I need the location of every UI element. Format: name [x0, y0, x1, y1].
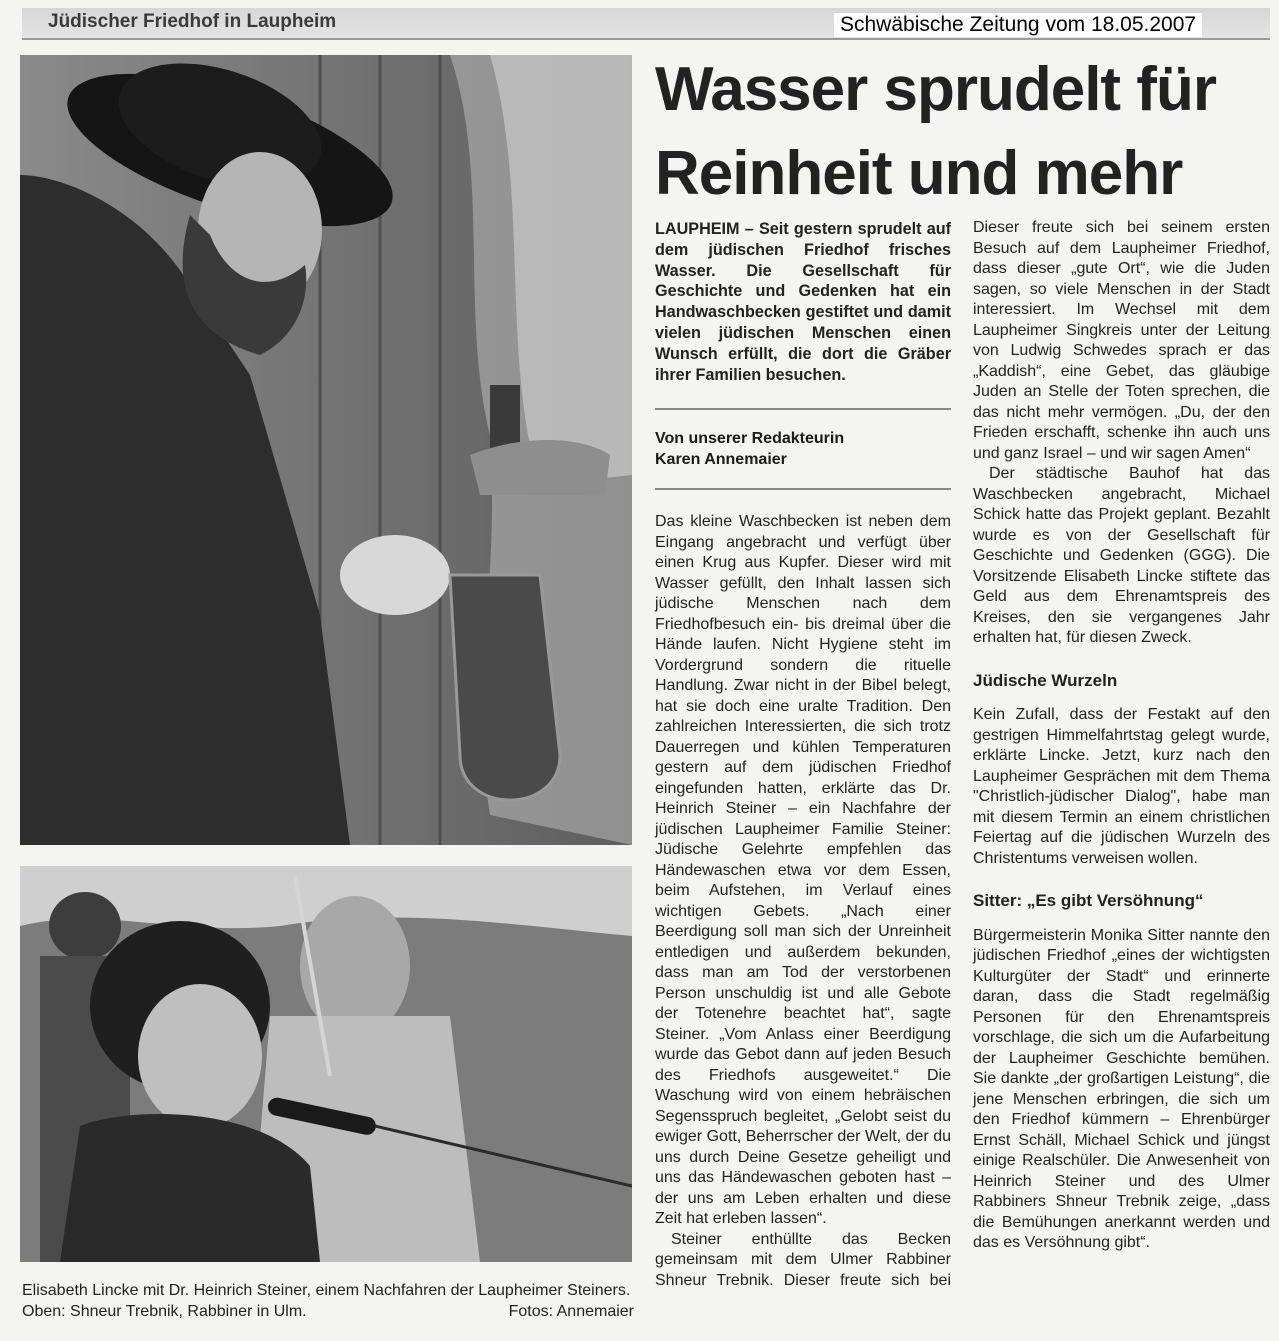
photo-rabbi-image — [20, 55, 632, 845]
headline-line1: Wasser sprudelt für — [655, 55, 1216, 124]
photo-rabbi-washbasin — [20, 55, 632, 845]
byline — [655, 428, 951, 470]
body-paragraph: Kein Zufall, dass der Festakt auf den gestrigen Himmelfahrtstag gelegt wurde, erklärte Lincke. Jetzt, kurz nach den Laupheimer Gesprächen mit dem Thema "Christlich-jüdischer Dialog", habe man mit diesem Termin an einem christlichen Feiertag auf die jüdischen Wurzeln des Christentums verweisen wollen. — [973, 706, 1270, 867]
byline-author: Karen Annemaier — [655, 451, 787, 468]
body-paragraph: Das kleine Waschbecken ist neben dem Eingang angebracht und verfügt über einen Krug aus Kupfer. Dieser wird mit Wasser gefüllt, den Inhalt lassen sich jüdische Menschen nach dem Friedhofbesuch ein- bis dreimal über die Hände laufen. Nicht Hygiene steht im Vordergrund sondern die rituelle Handlung. Zwar nicht in der Bibel belegt, hat sie doch eine uralte Tradition. Den zahlreichen Interessierten, die sich trotz Dauerregen und kühlen Temperaturen gestern auf dem jüdischen Friedhof eingefunden hatten, erklärte das Dr. Heinrich Steiner – ein Nachfahre der jüdischen Laupheimer Familie Steiner: Jüdische Gelehrte empfehlen das Händewaschen etwa vor dem Essen, beim Aufstehen, im Verlauf eines wichtigen Gebets. „Nach einer Beerdigung soll man sich der Unreinheit entledigen und außerdem bekunden, dass man am Tod der verstorbenen Person unschuldig ist und alle Gebote der Totenehre beachtet hat“, sagte Steiner. „Vom Anlass einer Beerdigung wurde das Gebot dann auf jeden Besuch des Friedhofs ausgeweitet.“ Die Waschung wird von einem hebräischen Segensspruch begleitet, „Gelobt seist du ewiger Gott, Beherrscher der Welt, der du uns durch Deine Gesetze geheiligt und uns das Händewaschen geboten hast – der uns am Leben erhalten und diese Zeit hat erleben lassen“. — [655, 513, 951, 1227]
body-paragraph: Der städtische Bauhof hat das Waschbecken angebracht, Michael Schick hatte das Projekt geplant. Bezahlt wurde es von der Gesellschaft für Geschichte und Gedenken (GGG). Die Vorsitzende Elisabeth Lincke stiftete das Geld aus dem Ehrenamtspreis des Kreises, den sie vergangenes Jahr erhalten hat, für diesen Zweck. — [973, 465, 1270, 646]
kicker: Jüdischer Friedhof in Laupheim — [48, 11, 337, 32]
subhead: Jüdische Wurzeln — [973, 670, 1118, 690]
photo-credit: Fotos: Annemaier — [508, 1303, 634, 1320]
photo-lincke-steiner — [20, 866, 632, 1262]
lead-paragraph: LAUPHEIM – Seit gestern sprudelt auf dem jüdischen Friedhof frisches Wasser. Die Gesellschaft für Geschichte und Gedenken hat ein Handwaschbecken gestiftet und damit vielen jüdischen Menschen einen Wunsch erfüllt, die dort die Gräber ihrer Familien besuchen. — [655, 220, 951, 384]
byline-role: Von unserer Redakteurin — [655, 430, 845, 447]
headline — [655, 48, 1270, 216]
body-paragraph-continued: Dieser freute sich bei seinem ersten Besuch auf dem Laupheimer Friedhof, dass dieser „gute Ort“, wie die Juden sagen, so viele Menschen in der Stadt interessiert. Im Wechsel mit dem Laupheimer Singkreis unter der Leitung von Ludwig Schwedes sprach er das „Kaddish“, eine Gebet, das gläubige Juden an Stelle der Toten sprechen, die das nicht mehr vermögen. „Du, der den Frieden erschafft, schenke ihn auch uns und ganz Israel – und wir sagen Amen“ — [973, 219, 1270, 462]
body-paragraph — [973, 219, 1270, 464]
photo-caption-text: Elisabeth Lincke mit Dr. Heinrich Steiner, einem Nachfahren der Laupheimer Steiners. Oben: Shneur Trebnik, Rabbiner in Ulm. — [22, 1282, 631, 1320]
source-label: Schwäbische Zeitung vom 18.05.2007 — [834, 13, 1202, 37]
divider-bottom — [655, 488, 951, 490]
body-paragraph: Bürgermeisterin Monika Sitter nannte den jüdischen Friedhof „eines der wichtigsten Kulturgüter der Stadt“ und erinnerte daran, dass die Stadt regelmäßig Personen für den Ehrenamtspreis vorschlage, die sich um die Aufarbeitung der Laupheimer Geschichte bemühen. Sie dankte „der großartigen Leistung“, die jene Menschen erbringen, die sich um den Friedhof kümmern – Ehrenbürger Ernst Schäll, Michael Schick und jüngst einige Realschüler. Die Anwesenheit von Heinrich Steiner und des Ulmer Rabbiners Shneur Trebnik zeige, „dass die Bemühungen anerkannt werden und das es Versöhnung gibt“. — [973, 926, 1270, 1251]
divider-top — [655, 408, 951, 410]
body-column-right — [973, 219, 1270, 1254]
body-paragraph: Steiner enthüllte das Becken gemeinsam mit dem Ulmer Rabbiner Shneur Trebnik. Dieser freute sich bei — [655, 1230, 951, 1289]
subhead: Sitter: „Es gibt Versöhnung“ — [973, 891, 1204, 910]
photo-caption — [22, 1280, 634, 1322]
body-column-middle — [655, 512, 951, 1292]
photo-lincke-image — [20, 866, 632, 1262]
headline-line2: Reinheit und mehr — [655, 139, 1183, 208]
